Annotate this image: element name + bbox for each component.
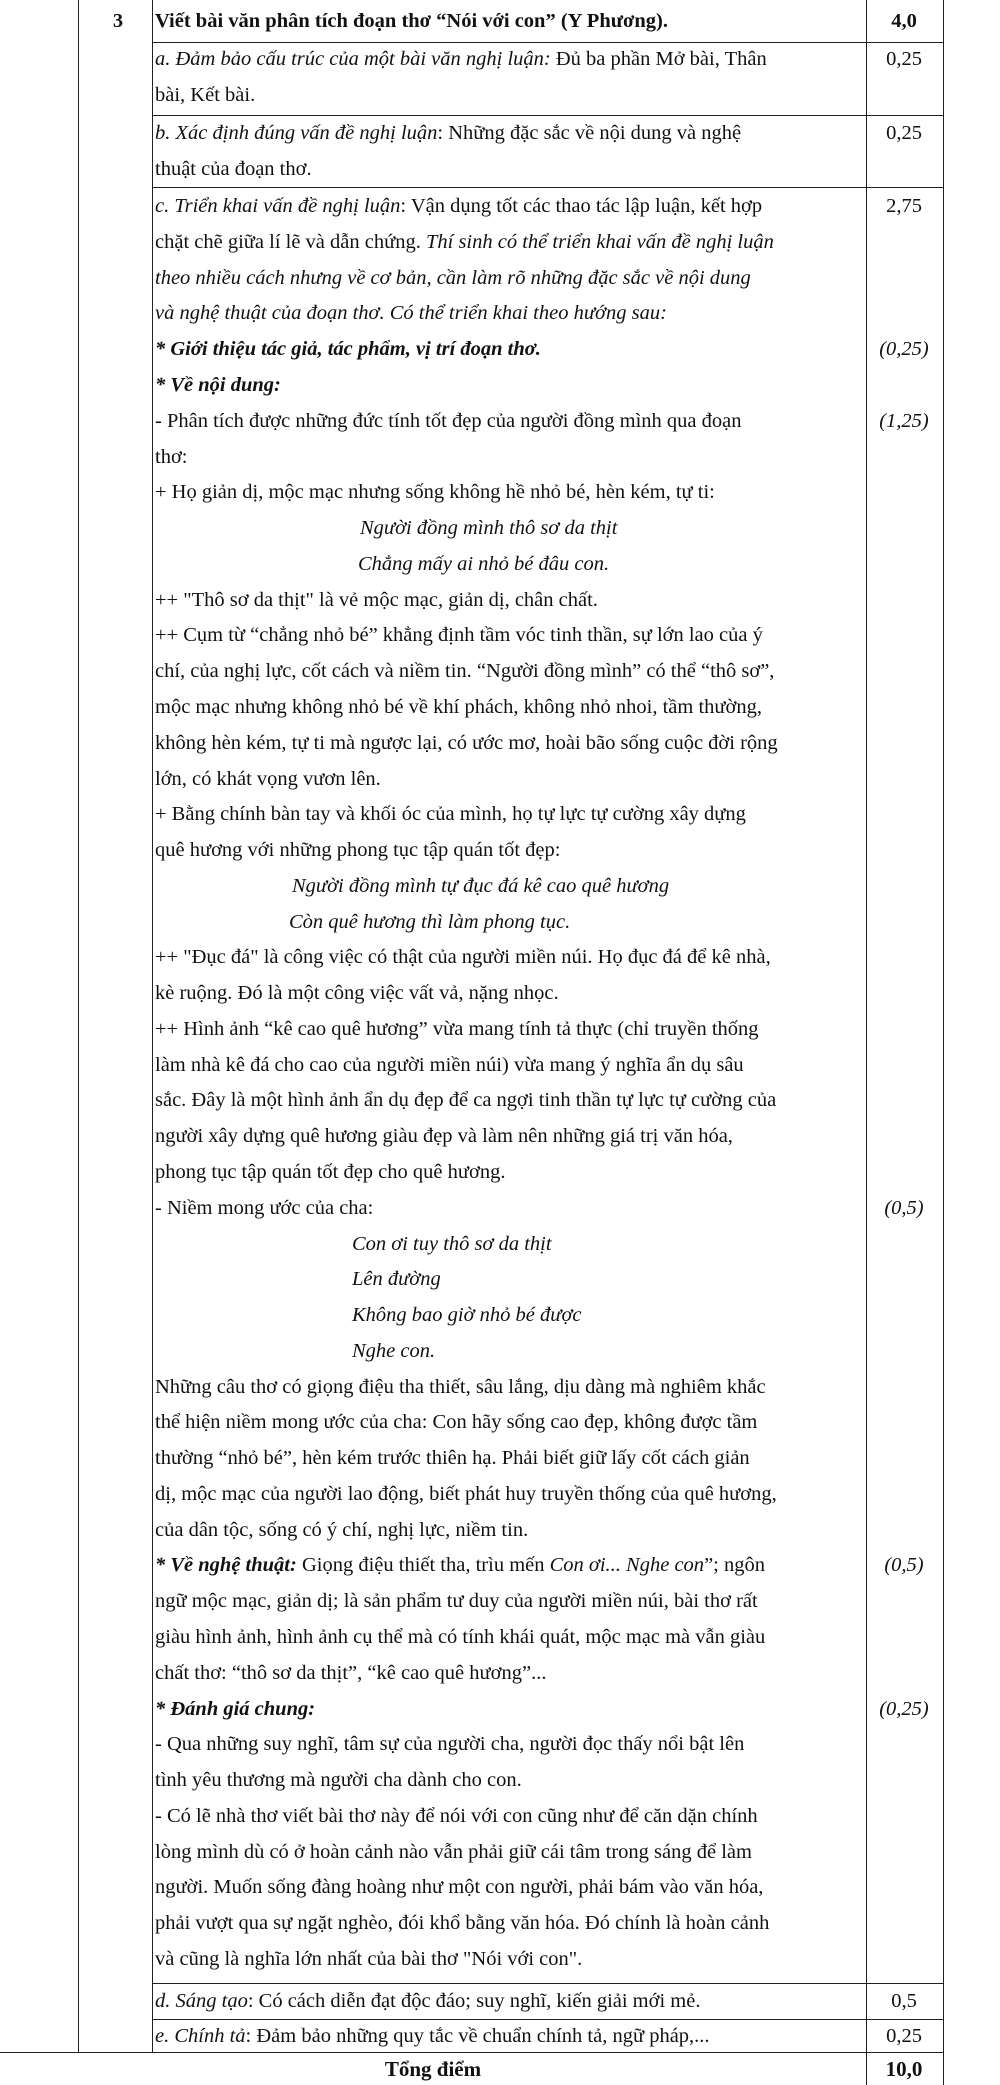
p4-line3: mộc mạc nhưng không nhỏ bé về khí phách, không nhỏ nhoi, tầm thường,: [155, 696, 762, 718]
total-label: Tổng điểm: [384, 2057, 482, 2081]
e2-line4: phải vượt qua sự ngặt nghèo, đói khổ bằng văn hóa. Đó chính là hoàn cảnh: [155, 1912, 770, 1934]
verse-2: Chẳng mấy ai nhỏ bé đâu con.: [358, 553, 610, 575]
p7-line5: phong tục tập quán tốt đẹp cho quê hương.: [155, 1161, 506, 1183]
criterion-c-line2: [155, 225, 855, 261]
p9-line3: thường “nhỏ bé”, hèn kém trước thiên hạ. Phải biết giữ lấy cốt cách giản: [155, 1447, 750, 1469]
criterion-e-label: e. Chính tả: [155, 2025, 246, 2047]
criterion-a-text: Đủ ba phần Mở bài, Thân: [550, 48, 767, 70]
art-line1: [155, 1548, 855, 1584]
score-eval: (0,25): [879, 1698, 929, 1720]
p9-line5: của dân tộc, sống có ý chí, nghị lực, niềm tin.: [155, 1519, 529, 1541]
p7-line4: người xây dựng quê hương giàu đẹp và làm nên những giá trị văn hóa,: [155, 1125, 733, 1147]
criterion-c-line3: theo nhiều cách nhưng về cơ bản, cần làm rõ những đặc sắc về nội dung: [155, 267, 751, 289]
verse-4: Còn quê hương thì làm phong tục.: [289, 911, 571, 933]
art-line4: chất thơ: “thô sơ da thịt”, “kê cao quê hương”...: [155, 1662, 547, 1684]
art-text: Giọng điệu thiết tha, trìu mến: [296, 1554, 550, 1576]
criterion-a-line2: bài, Kết bài.: [155, 84, 256, 106]
criterion-e-text: : Đảm bảo những quy tắc về chuẩn chính tả, ngữ pháp,...: [245, 2025, 710, 2047]
p4-line1: ++ Cụm từ “chẳng nhỏ bé” khẳng định tầm vóc tinh thần, sự lớn lao của ý: [155, 624, 763, 646]
criterion-b-label: b. Xác định đúng vấn đề nghị luận: [155, 122, 438, 144]
criterion-b-line1: [155, 116, 855, 152]
criterion-c-note: Thí sinh có thể triển khai vấn đề nghị luận: [425, 231, 774, 253]
e1-line1: - Qua những suy nghĩ, tâm sự của người cha, người đọc thấy nổi bật lên: [155, 1733, 745, 1755]
total-score: 10,0: [885, 2057, 923, 2081]
p9-line1: Những câu thơ có giọng điệu tha thiết, sâu lắng, dịu dàng mà nghiêm khắc: [155, 1376, 766, 1398]
criterion-a-label: a. Đảm bảo cấu trúc của một bài văn nghị luận:: [155, 48, 551, 70]
art-text-end: ”; ngôn: [704, 1554, 765, 1576]
criterion-c-line1: [155, 189, 855, 225]
verse-3: Người đồng mình tự đục đá kê cao quê hương: [292, 875, 670, 897]
criterion-b-text: : Những đặc sắc về nội dung và nghệ: [437, 122, 742, 144]
p1-line1: - Phân tích được những đức tính tốt đẹp của người đồng mình qua đoạn: [155, 410, 742, 432]
title-score: 4,0: [891, 10, 917, 32]
question-title: Viết bài văn phân tích đoạn thơ “Nói với con” (Y Phương).: [155, 10, 668, 32]
score-intro: (0,25): [879, 338, 929, 360]
criterion-c-text2: chặt chẽ giữa lí lẽ và dẫn chứng.: [155, 231, 426, 253]
score-c: 2,75: [886, 195, 922, 217]
criterion-c-line4: và nghệ thuật của đoạn thơ. Có thể triển khai theo hướng sau:: [155, 302, 667, 324]
score-art: (0,5): [884, 1554, 924, 1576]
p7-line2: làm nhà kê đá cho cao của người miền núi) vừa mang ý nghĩa ẩn dụ sâu: [155, 1054, 744, 1076]
content-heading: * Về nội dung:: [155, 374, 281, 396]
e2-line3: người. Muốn sống đàng hoàng như một con người, phải bám vào văn hóa,: [155, 1876, 764, 1898]
table-border-left: [78, 0, 79, 2052]
table-border-score: [866, 0, 867, 2085]
p4-line5: lớn, có khát vọng vươn lên.: [155, 768, 381, 790]
criterion-d-text: : Có cách diễn đạt độc đáo; suy nghĩ, kiến giải mới mẻ.: [247, 1990, 701, 2012]
e2-line5: và cũng là nghĩa lớn nhất của bài thơ "Nói với con".: [155, 1948, 583, 1970]
criterion-b-line2: thuật của đoạn thơ.: [155, 158, 312, 180]
p5-line1: + Bằng chính bàn tay và khối óc của mình, họ tự lực tự cường xây dựng: [155, 803, 746, 825]
art-quote: Con ơi... Nghe con: [549, 1554, 705, 1576]
criterion-c-text: : Vận dụng tốt các thao tác lập luận, kết hợp: [400, 195, 763, 217]
p9-line4: dị, mộc mạc của người lao động, biết phát huy truyền thống của quê hương,: [155, 1483, 777, 1505]
art-line3: giàu hình ảnh, hình ảnh cụ thể mà có tính khái quát, mộc mạc mà vẫn giàu: [155, 1626, 766, 1648]
p4-line2: chí, của nghị lực, cốt cách và niềm tin. “Người đồng mình” có thể “thô sơ”,: [155, 660, 775, 682]
p7-line1: ++ Hình ảnh “kê cao quê hương” vừa mang tính tả thực (chỉ truyền thống: [155, 1018, 759, 1040]
score-a: 0,25: [886, 48, 922, 70]
p6-line1: ++ "Đục đá" là công việc có thật của người miền núi. Họ đục đá để kê nhà,: [155, 946, 771, 968]
criterion-d: [155, 1984, 855, 2020]
table-border-num: [152, 0, 153, 2052]
e2-line1: - Có lẽ nhà thơ viết bài thơ này để nói với con cũng như để căn dặn chính: [155, 1805, 758, 1827]
question-content: [155, 4, 855, 2054]
eval-heading: * Đánh giá chung:: [155, 1698, 316, 1720]
verse-6: Lên đường: [352, 1268, 441, 1290]
p3: ++ "Thô sơ da thịt" là vẻ mộc mạc, giản dị, chân chất.: [155, 589, 598, 611]
criterion-d-label: d. Sáng tạo: [155, 1990, 248, 2012]
score-e: 0,25: [886, 2025, 922, 2047]
score-d: 0,5: [891, 1990, 917, 2012]
p7-line3: sắc. Đây là một hình ảnh ẩn dụ đẹp để ca ngợi tinh thần tự lực tự cường của: [155, 1089, 777, 1111]
p4-line4: không hèn kém, tự ti mà ngược lại, có ước mơ, hoài bão sống cuộc đời rộng: [155, 732, 778, 754]
art-line2: ngữ mộc mạc, giản dị; là sản phẩm tư duy của người miền núi, bài thơ rất: [155, 1590, 758, 1612]
criterion-a-line1: [155, 42, 855, 78]
art-heading: * Về nghệ thuật:: [155, 1554, 297, 1576]
p6-line2: kè ruộng. Đó là một công việc vất vả, nặng nhọc.: [155, 982, 559, 1004]
p8: - Niềm mong ước của cha:: [155, 1197, 374, 1219]
p1-line2: thơ:: [155, 446, 188, 468]
e2-line2: lòng mình dù có ở hoàn cảnh nào vẫn phải giữ cái tâm trong sáng để làm: [155, 1841, 752, 1863]
verse-8: Nghe con.: [352, 1340, 436, 1362]
e1-line2: tình yêu thương mà người cha dành cho con.: [155, 1769, 522, 1791]
table-border-right: [943, 0, 944, 2085]
score-content: (1,25): [879, 410, 929, 432]
score-wish: (0,5): [884, 1197, 924, 1219]
p2: + Họ giản dị, mộc mạc nhưng sống không hề nhỏ bé, hèn kém, tự ti:: [155, 481, 715, 503]
verse-7: Không bao giờ nhỏ bé được: [352, 1304, 582, 1326]
intro-heading: * Giới thiệu tác giả, tác phẩm, vị trí đoạn thơ.: [155, 338, 541, 360]
criterion-e: [155, 2019, 855, 2055]
verse-1: Người đồng mình thô sơ da thịt: [360, 517, 618, 539]
p9-line2: thể hiện niềm mong ước của cha: Con hãy sống cao đẹp, không được tầm: [155, 1411, 758, 1433]
criterion-c-label: c. Triển khai vấn đề nghị luận: [155, 195, 401, 217]
p5-line2: quê hương với những phong tục tập quán tốt đẹp:: [155, 839, 561, 861]
score-b: 0,25: [886, 122, 922, 144]
question-number: 3: [112, 10, 124, 32]
verse-5: Con ơi tuy thô sơ da thịt: [352, 1233, 552, 1255]
